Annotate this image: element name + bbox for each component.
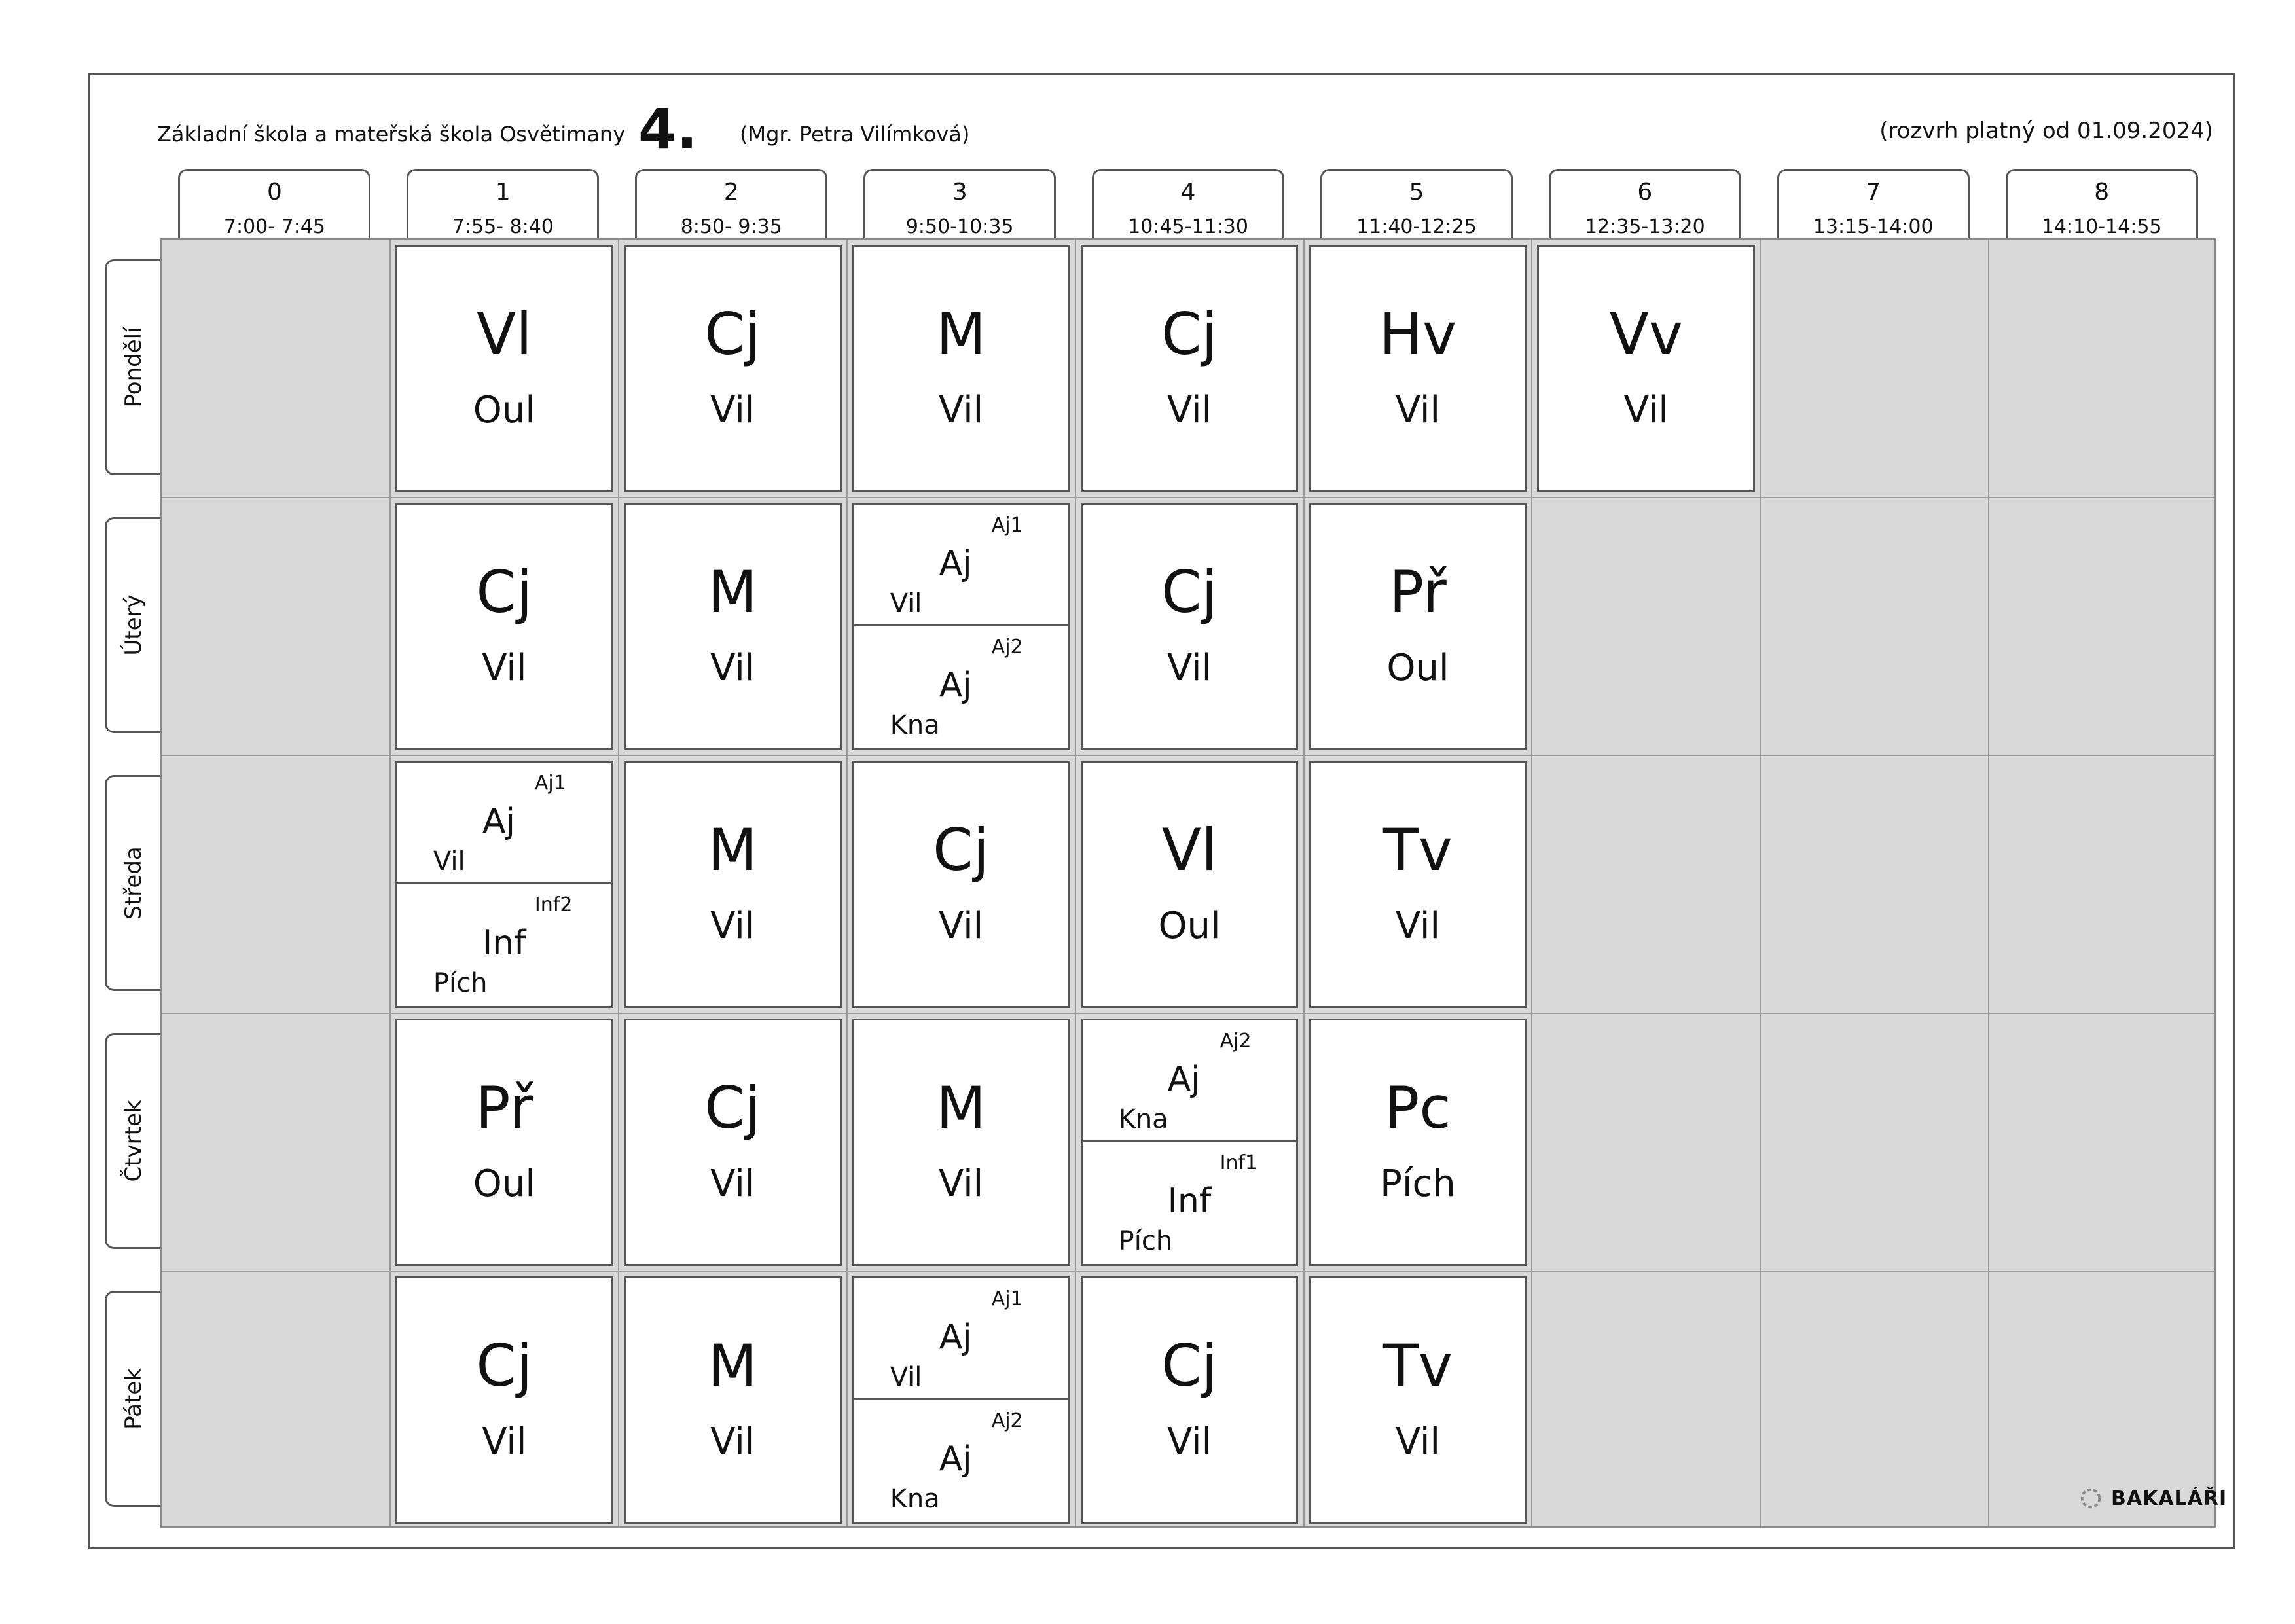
teacher-code: Vil: [710, 647, 755, 689]
teacher-code: Vil: [710, 1420, 755, 1463]
teacher-code: Pích: [1380, 1163, 1456, 1205]
teacher-code: Vil: [1623, 389, 1669, 431]
lesson-cell: [1309, 761, 1527, 1008]
grid-column-divider: [1531, 240, 1532, 1526]
lesson-cell: [1081, 503, 1299, 750]
subject-code: Př: [1389, 558, 1447, 626]
teacher-code: Vil: [890, 588, 922, 619]
subject-code: Aj: [939, 544, 972, 583]
split-lesson-cell: [395, 761, 613, 1008]
period-time: 13:15-14:00: [1813, 215, 1934, 238]
class-number: 4.: [638, 97, 698, 161]
class-teacher: (Mgr. Petra Vilímková): [740, 122, 970, 147]
teacher-code: Vil: [890, 1362, 922, 1392]
period-time: 7:55- 8:40: [452, 215, 554, 238]
teacher-code: Vil: [710, 905, 755, 947]
subject-code: Cj: [704, 300, 761, 368]
period-tab-3: [863, 169, 1056, 240]
subject-code: M: [708, 558, 758, 626]
subject-code: M: [936, 1074, 986, 1142]
validity-note: (rozvrh platný od 01.09.2024): [1879, 118, 2213, 144]
period-tab-7: [1777, 169, 1970, 240]
teacher-code: Pích: [433, 968, 488, 998]
day-label: Pondělí: [120, 327, 147, 408]
lesson-cell: [395, 1019, 613, 1266]
split-lesson-cell: [852, 503, 1070, 750]
period-tab-6: [1549, 169, 1741, 240]
period-number: 1: [495, 179, 511, 206]
group-label: Aj2: [991, 636, 1023, 659]
day-tab-2: [105, 775, 160, 991]
day-label: Pátek: [120, 1368, 147, 1430]
subject-code: Př: [475, 1074, 533, 1142]
subject-code: M: [708, 816, 758, 884]
grid-column-divider: [1303, 240, 1305, 1526]
lesson-cell: [624, 1019, 842, 1266]
subject-code: Aj: [482, 802, 515, 841]
lesson-group-half: [854, 505, 1068, 626]
subject-code: Tv: [1383, 816, 1453, 884]
teacher-code: Vil: [1166, 389, 1212, 431]
subject-code: Aj: [939, 666, 972, 705]
teacher-code: Vil: [939, 389, 984, 431]
lesson-group-half: [397, 884, 611, 1006]
split-lesson-cell: [852, 1276, 1070, 1524]
teacher-code: Kna: [890, 1484, 940, 1514]
group-label: Aj1: [991, 1288, 1023, 1310]
period-number: 3: [952, 179, 967, 206]
period-number: 2: [723, 179, 739, 206]
period-tab-5: [1320, 169, 1513, 240]
period-time: 7:00- 7:45: [223, 215, 325, 238]
period-number: 7: [1866, 179, 1881, 206]
lesson-cell: [1309, 1276, 1527, 1524]
grid-row-divider: [162, 1013, 2214, 1014]
period-tab-0: [178, 169, 370, 240]
teacher-code: Vil: [482, 647, 527, 689]
subject-code: Inf: [482, 924, 526, 963]
grid-column-divider: [618, 240, 619, 1526]
grid-column-divider: [389, 240, 391, 1526]
subject-code: Pc: [1384, 1074, 1451, 1142]
bakalari-logo: [2078, 1486, 2227, 1511]
teacher-code: Oul: [1386, 647, 1449, 689]
lesson-cell: [1081, 1276, 1299, 1524]
day-tab-1: [105, 517, 160, 733]
teacher-code: Vil: [1166, 647, 1212, 689]
lesson-cell: [624, 245, 842, 492]
teacher-code: Vil: [710, 1163, 755, 1205]
day-tab-0: [105, 259, 160, 475]
period-number: 8: [2094, 179, 2110, 206]
lesson-group-half: [854, 1278, 1068, 1400]
grid-column-divider: [1760, 240, 1761, 1526]
lesson-group-half: [854, 626, 1068, 748]
timetable-grid: [160, 238, 2216, 1528]
subject-code: Cj: [933, 816, 990, 884]
period-tab-2: [635, 169, 827, 240]
group-label: Aj2: [991, 1409, 1023, 1432]
school-name: Základní škola a mateřská škola Osvětimany: [157, 122, 626, 147]
lesson-cell: [624, 1276, 842, 1524]
grid-column-divider: [846, 240, 848, 1526]
teacher-code: Vil: [1395, 389, 1441, 431]
teacher-code: Vil: [482, 1420, 527, 1463]
period-number: 4: [1180, 179, 1196, 206]
subject-code: Vl: [1161, 816, 1218, 884]
subject-code: Aj: [939, 1439, 972, 1479]
lesson-cell: [852, 245, 1070, 492]
logo-text: BAKALÁŘI: [2111, 1487, 2228, 1510]
teacher-code: Vil: [939, 905, 984, 947]
lesson-cell: [1309, 503, 1527, 750]
subject-code: Vv: [1609, 300, 1683, 368]
period-number: 6: [1637, 179, 1653, 206]
lesson-cell: [1309, 1019, 1527, 1266]
period-number: 0: [266, 179, 282, 206]
grid-column-divider: [1075, 240, 1076, 1526]
lesson-group-half: [854, 1400, 1068, 1522]
lesson-cell: [852, 761, 1070, 1008]
group-label: Inf1: [1220, 1151, 1258, 1174]
subject-code: Aj: [939, 1318, 972, 1357]
grid-column-divider: [1988, 240, 1989, 1526]
teacher-code: Vil: [1395, 1420, 1441, 1463]
period-time: 9:50-10:35: [905, 215, 1014, 238]
lesson-group-half: [1083, 1020, 1297, 1142]
lesson-group-half: [1083, 1142, 1297, 1264]
day-label: Úterý: [120, 594, 147, 656]
day-tab-4: [105, 1291, 160, 1507]
lesson-cell: [395, 245, 613, 492]
period-tab-1: [407, 169, 599, 240]
teacher-code: Oul: [473, 389, 535, 431]
lesson-cell: [624, 503, 842, 750]
teacher-code: Vil: [1166, 1420, 1212, 1463]
lesson-cell: [1309, 245, 1527, 492]
group-label: Aj1: [991, 514, 1023, 537]
lesson-cell: [1081, 245, 1299, 492]
period-tab-8: [2006, 169, 2198, 240]
day-tab-3: [105, 1033, 160, 1249]
lesson-cell: [1081, 761, 1299, 1008]
teacher-code: Oul: [1158, 905, 1221, 947]
subject-code: Cj: [476, 558, 533, 626]
lesson-cell: [395, 503, 613, 750]
subject-code: Cj: [1161, 558, 1218, 626]
subject-code: Inf: [1167, 1182, 1212, 1221]
period-time: 10:45-11:30: [1128, 215, 1248, 238]
teacher-code: Vil: [433, 846, 465, 876]
lesson-cell: [624, 761, 842, 1008]
period-number: 5: [1409, 179, 1424, 206]
period-time: 8:50- 9:35: [680, 215, 782, 238]
subject-code: Hv: [1379, 300, 1457, 368]
subject-code: Cj: [704, 1074, 761, 1142]
teacher-code: Kna: [890, 710, 940, 740]
subject-code: M: [936, 300, 986, 368]
day-label: Středa: [120, 846, 147, 920]
period-time: 11:40-12:25: [1356, 215, 1477, 238]
lesson-cell: [395, 1276, 613, 1524]
period-tab-4: [1092, 169, 1284, 240]
group-label: Aj2: [1220, 1030, 1252, 1053]
period-time: 14:10-14:55: [2041, 215, 2162, 238]
teacher-code: Vil: [710, 389, 755, 431]
teacher-code: Oul: [473, 1163, 535, 1205]
subject-code: Cj: [1161, 1332, 1218, 1399]
subject-code: M: [708, 1332, 758, 1399]
group-label: Aj1: [534, 772, 566, 795]
period-time: 12:35-13:20: [1584, 215, 1705, 238]
subject-code: Aj: [1167, 1060, 1201, 1099]
teacher-code: Kna: [1118, 1104, 1168, 1134]
subject-code: Tv: [1383, 1332, 1453, 1399]
subject-code: Cj: [1161, 300, 1218, 368]
subject-code: Vl: [477, 300, 532, 368]
teacher-code: Pích: [1118, 1226, 1173, 1256]
bakalari-logo-icon: [2078, 1486, 2103, 1511]
teacher-code: Vil: [1395, 905, 1441, 947]
lesson-cell: [852, 1019, 1070, 1266]
subject-code: Cj: [476, 1332, 533, 1399]
day-label: Čtvrtek: [120, 1100, 147, 1182]
grid-row-divider: [162, 1271, 2214, 1272]
teacher-code: Vil: [939, 1163, 984, 1205]
split-lesson-cell: [1081, 1019, 1299, 1266]
grid-row-divider: [162, 755, 2214, 756]
lesson-cell: [1537, 245, 1755, 492]
group-label: Inf2: [534, 893, 573, 916]
grid-row-divider: [162, 497, 2214, 498]
lesson-group-half: [397, 763, 611, 884]
